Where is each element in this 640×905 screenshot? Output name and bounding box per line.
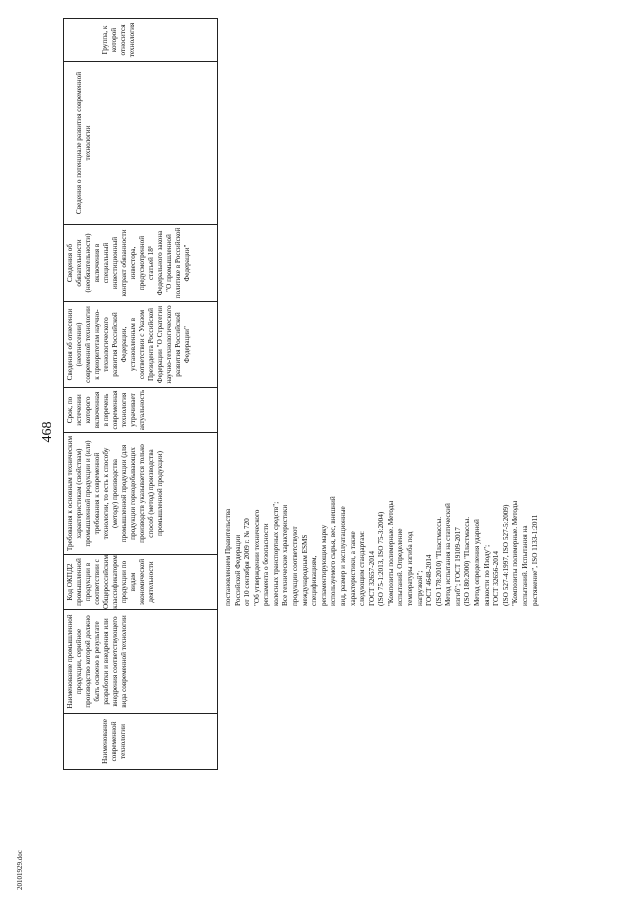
column-header-relevance-period: Срок, по истечении которого включенная в перечень современная технология утрачивает актуальность	[66, 389, 146, 431]
technical-requirements-text: постановлением Правительства Российской Федерации от 10 сентября 2009 г. № 720 "Об утверждении технического регламента о безопасности колесных транспортных средств"; Все технические характеристики продукции соответствуют международным ESMS спецификациям, регламентирующим марку используемого сырья, вес, внешний вид, размер и эксплуатационные характеристики, а также следующим стандартам: ГОСТ 32657-2014 (ISO 75-1:2013, ISO 75-3:2004) "Композиты полимерные. Методы испытаний. Определение температуры изгиба под нагрузкой"; ГОСТ 4648-2014 (ISO 178:2010) "Пластмассы. Метод испытания на статический изгиб"; ГОСТ 19109-2017 (ISO 180:2000) "Пластмассы. Метод определения ударной вязкости по Изоду"; ГОСТ 32656-2014 (ISO 527-4:1997, ISO 527-5:2009) "Композиты полимерные. Методы испытаний. Испытания на растяжение", ISO 1133-1:2011	[224, 496, 539, 606]
column-header-product-name: Наименование промышленной продукции, серийное производство которой должно быть освоено в результате разработки и внедрения или внедрения соответствующего вида современной технологии	[66, 614, 128, 709]
column-header-development-potential: Сведения о потенциале развития современной технологии	[75, 71, 92, 215]
column-header-technology-group: Группа, к которой относится технология	[101, 22, 136, 58]
column-header-technical-requirements: Требования к основным техническим характеристикам (свойствам) промышленной продукции и (или) требования к современной технологии, то есть к способу (методу) производства промышленной продукции (для продукции горнодобывающих производств указывается только способ (метод) производства промышленной продукции)	[66, 435, 164, 552]
column-header-okpd2-code: Код ОКПД2 промышленной продукции в соответствии с Общероссийским классификатором продукции по видам экономической деятельности	[66, 554, 155, 610]
column-header-investment-contract: Сведения об обязательности (необязательности) включения в специальный инвестиционный контракт обязанности инвестора, предусмотренной статьей 18¹ Федерального закона "О промышленной политике в Российской Федерации"	[66, 227, 191, 299]
file-name: 20101929.doc	[16, 850, 24, 890]
table-border-left	[63, 769, 218, 770]
rotated-table	[63, 18, 539, 770]
column-header-technology-name: Наименование современной технологии	[101, 719, 127, 764]
column-header-priority-attribution: Сведения об отнесении (неотнесении) современной технологии к приоритетам научно-технологического развития Российской Федерации, установленным в соответствии с Указом Президента Российской Федерации "О Стратегии научно-технологического развития Российской Федерации"	[66, 305, 191, 384]
table-grid	[63, 18, 539, 770]
page-number: 468	[40, 421, 55, 443]
